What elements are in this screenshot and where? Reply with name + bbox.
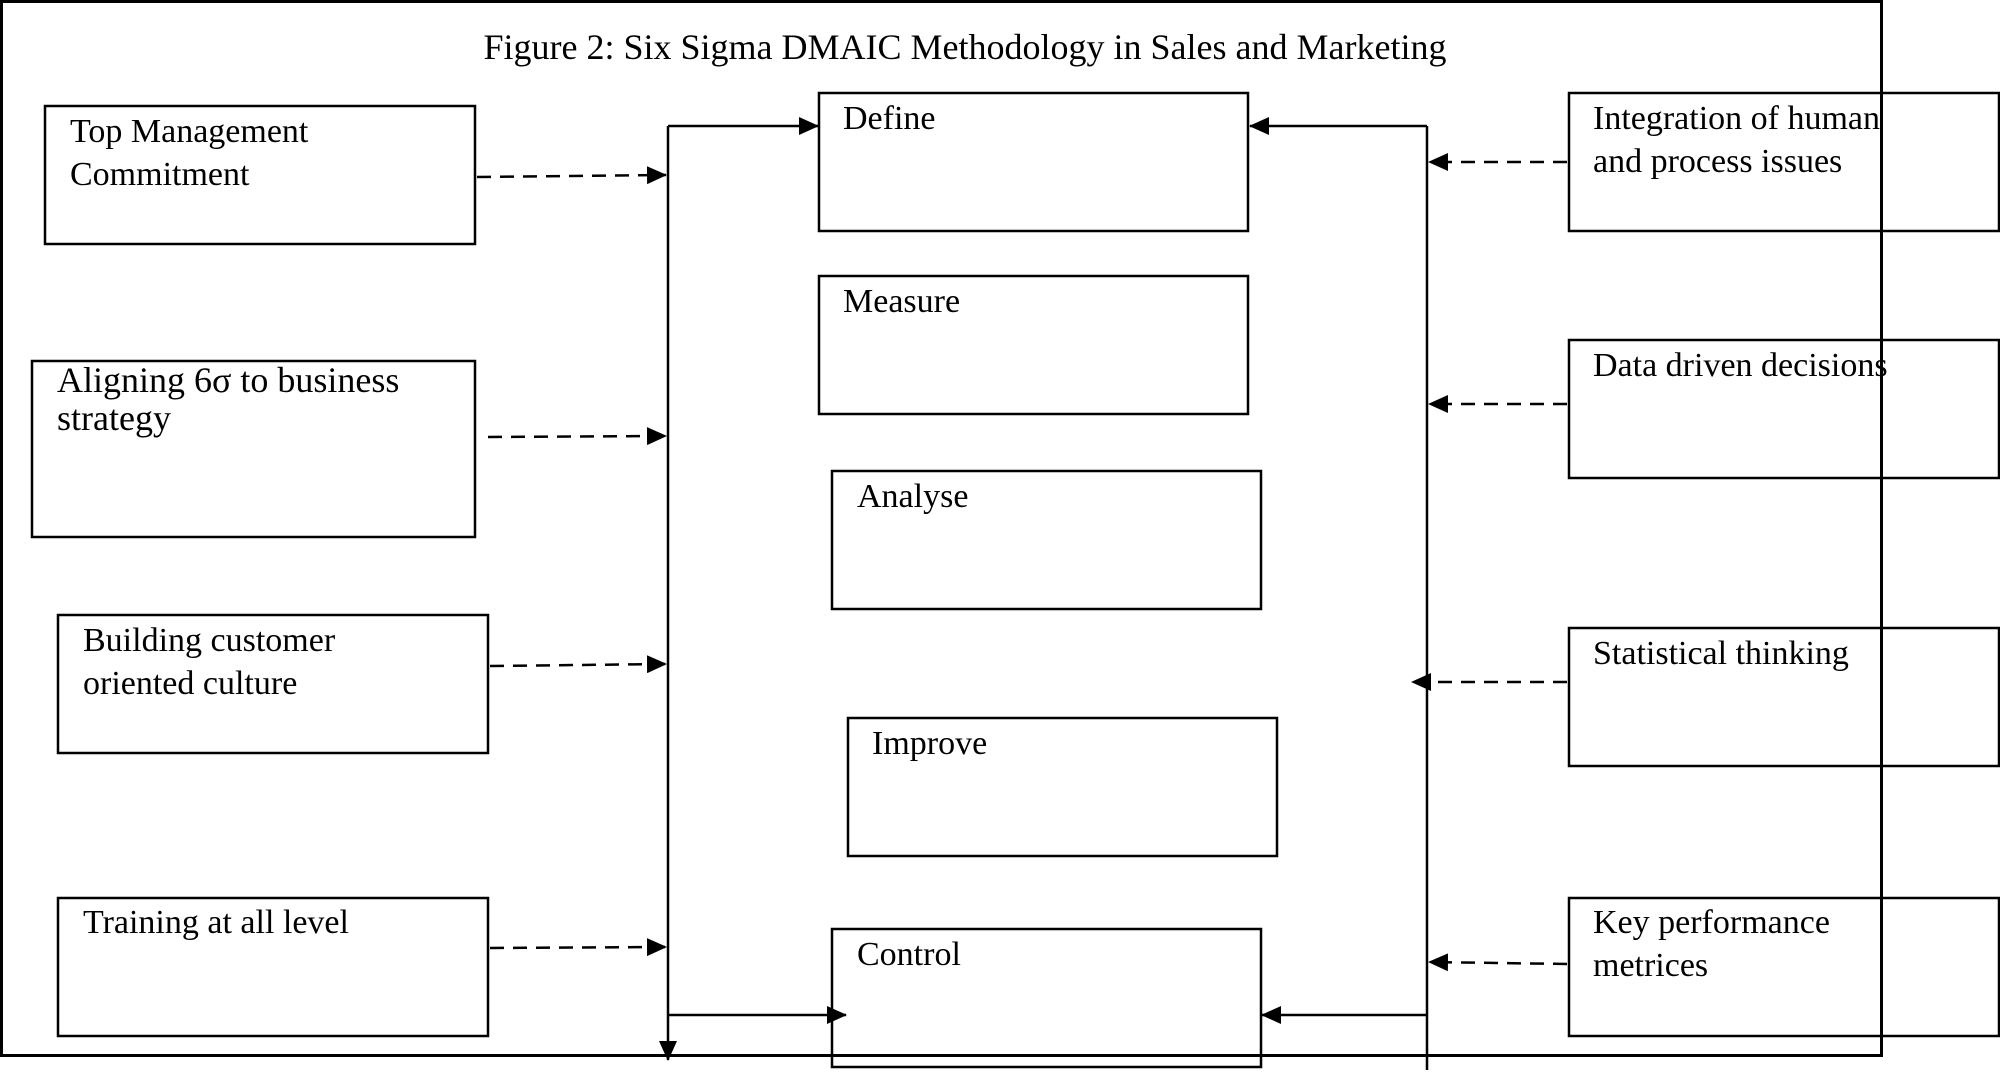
connector-training: [490, 947, 666, 948]
connector-aligning: [488, 436, 666, 437]
dmaic-step-control: [832, 929, 1261, 1067]
factor-training: [58, 898, 488, 1036]
connector-top-management: [477, 175, 666, 177]
dmaic-step-label: Improve: [872, 725, 988, 762]
factor-label: Training at all level: [83, 904, 349, 941]
dmaic-step-label: Define: [843, 100, 936, 137]
dmaic-step-define: [819, 93, 1248, 231]
connector-customer-culture: [490, 664, 666, 666]
dmaic-step-analyse: [832, 471, 1261, 609]
dmaic-step-label: Control: [857, 936, 961, 973]
factor-label: Top Management Commitment: [70, 113, 309, 193]
connector-kpi: [1429, 962, 1567, 964]
dmaic-step-improve: [848, 718, 1277, 856]
factor-label: Statistical thinking: [1593, 635, 1849, 672]
factor-label: Building customer oriented culture: [83, 622, 336, 702]
factor-customer-culture: [58, 615, 488, 753]
factor-integration: [1569, 93, 1999, 231]
factor-statistical: [1569, 628, 1999, 766]
factor-aligning-strategy: [32, 360, 475, 537]
factor-kpi: [1569, 898, 1999, 1036]
dmaic-step-label: Analyse: [857, 478, 969, 515]
factor-data-driven: [1569, 340, 1999, 478]
factor-label: Aligning 6σ to business strategy: [57, 360, 400, 438]
factor-label: Key performance metrices: [1593, 904, 1830, 984]
factor-top-management: [45, 106, 475, 244]
factor-label: Integration of human and process issues: [1593, 100, 1881, 180]
factor-label: Data driven decisions: [1593, 347, 1888, 384]
figure-title: Figure 2: Six Sigma DMAIC Methodology in Sales and Marketing: [483, 27, 1447, 67]
dmaic-step-label: Measure: [843, 283, 961, 320]
dmaic-step-measure: [819, 276, 1248, 414]
